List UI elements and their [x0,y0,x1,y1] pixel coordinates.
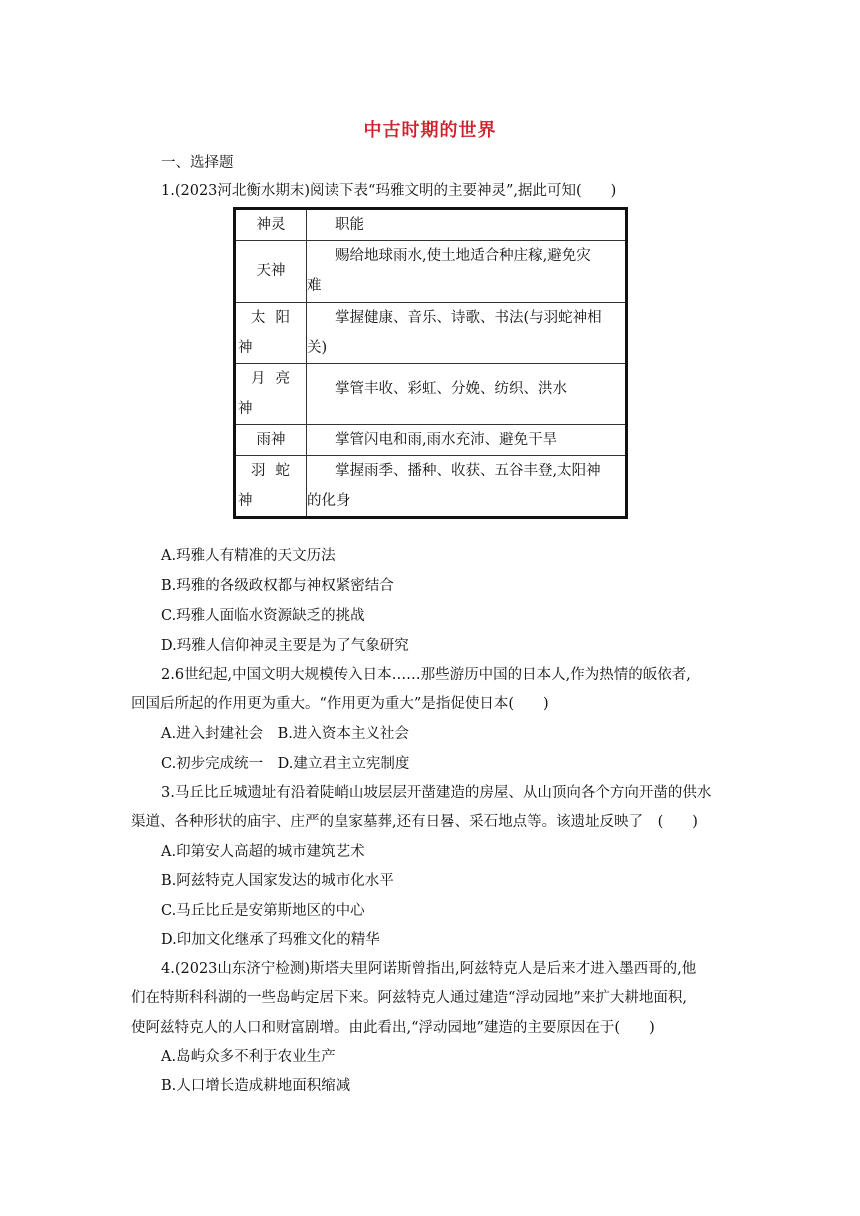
table-row [235,241,627,303]
table-header-row [235,209,627,241]
page-title: 中古时期的世界 [363,120,497,141]
q2-stem-line-2: 回国后所起的作用更为重大。“作用更为重大”是指促使日本( ) [131,696,549,712]
deity-name-cont: 神 [238,493,253,509]
header-deity: 神灵 [256,217,286,233]
section-heading: 一、选择题 [161,155,234,171]
q3-stem-line-2: 渠道、各种形状的庙宇、庄严的皇家墓葬,还有日晷、采石地点等。该遗址反映了 ( ) [131,814,698,830]
q1-option-c: C.玛雅人面临水资源缺乏的挑战 [161,608,365,624]
q3-option-d: D.印加文化继承了玛雅文化的精华 [161,932,380,948]
q2-stem-line-1: 2.6世纪起,中国文明大规模传入日本……那些游历中国的日本人,作为热情的皈依者, [161,667,691,683]
header-function: 职能 [335,217,364,233]
q4-option-a: A.岛屿众多不利于农业生产 [161,1049,336,1065]
q3-option-c: C.马丘比丘是安第斯地区的中心 [161,903,365,919]
table-row [235,425,627,456]
deity-function-line: 掌管闪电和雨,雨水充沛、避免干旱 [335,432,558,448]
q4-stem-line-1: 4.(2023山东济宁检测)斯塔夫里阿诺斯曾指出,阿兹特克人是后来才进入墨西哥的,他 [161,961,697,977]
q3-stem-line-1: 3.马丘比丘城遗址有沿着陡峭山坡层层开凿建造的房屋、从山顶向各个方向开凿的供水 [161,785,712,801]
q2-options-ab: A.进入封建社会 B.进入资本主义社会 [161,726,409,742]
q2-options-cd: C.初步完成统一 D.建立君主立宪制度 [161,756,410,772]
q3-option-a: A.印第安人高超的城市建筑艺术 [161,844,365,860]
deity-function-line: 赐给地球雨水,使土地适合种庄稼,避免灾 [335,248,591,264]
deity-function-line: 掌握健康、音乐、诗歌、书法(与羽蛇神相 [335,310,602,326]
deity-name: 羽蛇 [251,463,300,479]
table-row [235,303,627,364]
table-row [235,456,627,518]
q1-option-b: B.玛雅的各级政权都与神权紧密结合 [161,578,394,594]
q3-option-b: B.阿兹特克人国家发达的城市化水平 [161,873,394,889]
deity-name: 太阳 [251,310,300,326]
deity-function-line: 掌握雨季、播种、收获、五谷丰登,太阳神 [335,463,601,479]
q4-stem-line-2: 们在特斯科科湖的一些岛屿定居下来。阿兹特克人通过建造“浮动园地”来扩大耕地面积, [131,990,687,1006]
deity-name: 月亮 [251,371,300,387]
deity-name: 雨神 [256,432,286,448]
q1-option-d: D.玛雅人信仰神灵主要是为了气象研究 [161,638,409,654]
deity-name-cont: 神 [238,340,253,356]
deity-name: 天神 [256,263,286,279]
deity-function-line: 的化身 [307,493,351,509]
question-1-stem: 1.(2023河北衡水期末)阅读下表“玛雅文明的主要神灵”,据此可知( ) [161,183,617,199]
deity-name-cont: 神 [238,401,253,417]
q4-stem-line-3: 使阿兹特克人的人口和财富剧增。由此看出,“浮动园地”建造的主要原因在于( ) [131,1020,655,1036]
deity-function-line: 掌管丰收、彩虹、分娩、纺织、洪水 [335,381,567,397]
deity-function-line: 关) [307,340,328,356]
deity-function-line: 难 [307,278,322,294]
q1-option-a: A.玛雅人有精准的天文历法 [161,548,336,564]
q4-option-b: B.人口增长造成耕地面积缩减 [161,1078,351,1094]
table-row [235,364,627,425]
deity-table [233,207,628,519]
